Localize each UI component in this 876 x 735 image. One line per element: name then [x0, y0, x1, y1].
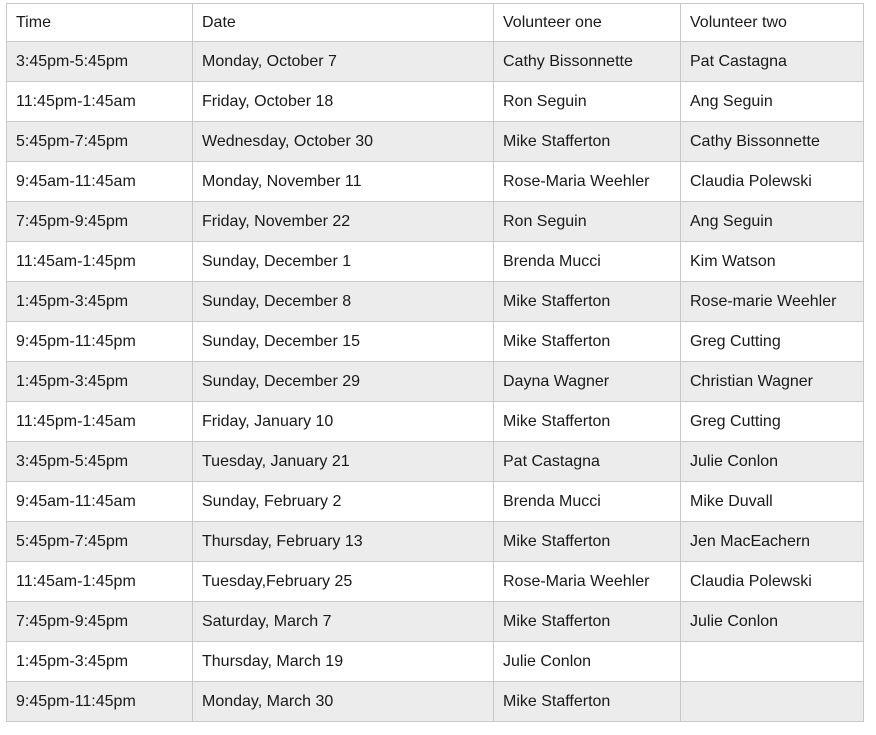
cell-volunteer-one: Cathy Bissonnette [494, 42, 681, 82]
table-row [7, 242, 864, 282]
cell-date: Saturday, March 7 [193, 602, 494, 642]
table-row [7, 42, 864, 82]
table-row [7, 162, 864, 202]
cell-volunteer-two: Rose-marie Weehler [681, 282, 864, 322]
cell-time: 9:45pm-11:45pm [7, 682, 193, 722]
volunteer-schedule-table [6, 3, 864, 722]
column-header-date: Date [193, 4, 494, 42]
cell-volunteer-one: Mike Stafferton [494, 122, 681, 162]
cell-date: Monday, November 11 [193, 162, 494, 202]
cell-time: 7:45pm-9:45pm [7, 202, 193, 242]
table-row [7, 642, 864, 682]
column-header-time: Time [7, 4, 193, 42]
cell-volunteer-two: Ang Seguin [681, 202, 864, 242]
cell-date: Monday, March 30 [193, 682, 494, 722]
cell-volunteer-two: Cathy Bissonnette [681, 122, 864, 162]
cell-date: Tuesday,February 25 [193, 562, 494, 602]
cell-volunteer-one: Mike Stafferton [494, 602, 681, 642]
cell-volunteer-two: Greg Cutting [681, 322, 864, 362]
table-row [7, 482, 864, 522]
cell-volunteer-one: Ron Seguin [494, 202, 681, 242]
cell-volunteer-one: Mike Stafferton [494, 282, 681, 322]
cell-volunteer-two [681, 642, 864, 682]
schedule-sheet [6, 3, 864, 722]
cell-time: 11:45am-1:45pm [7, 242, 193, 282]
cell-volunteer-two: Claudia Polewski [681, 562, 864, 602]
cell-time: 7:45pm-9:45pm [7, 602, 193, 642]
cell-volunteer-one: Brenda Mucci [494, 242, 681, 282]
table-row [7, 202, 864, 242]
cell-volunteer-one: Mike Stafferton [494, 522, 681, 562]
table-row [7, 442, 864, 482]
cell-volunteer-two: Claudia Polewski [681, 162, 864, 202]
cell-date: Wednesday, October 30 [193, 122, 494, 162]
cell-date: Sunday, December 29 [193, 362, 494, 402]
table-row [7, 562, 864, 602]
column-header-volunteer-one: Volunteer one [494, 4, 681, 42]
cell-date: Tuesday, January 21 [193, 442, 494, 482]
cell-time: 11:45am-1:45pm [7, 562, 193, 602]
cell-volunteer-one: Julie Conlon [494, 642, 681, 682]
table-row [7, 602, 864, 642]
cell-date: Friday, October 18 [193, 82, 494, 122]
cell-date: Sunday, December 1 [193, 242, 494, 282]
cell-time: 9:45am-11:45am [7, 162, 193, 202]
cell-volunteer-two [681, 682, 864, 722]
cell-date: Thursday, March 19 [193, 642, 494, 682]
cell-date: Friday, January 10 [193, 402, 494, 442]
cell-volunteer-one: Rose-Maria Weehler [494, 162, 681, 202]
cell-date: Sunday, December 8 [193, 282, 494, 322]
cell-date: Sunday, February 2 [193, 482, 494, 522]
cell-date: Thursday, February 13 [193, 522, 494, 562]
cell-time: 1:45pm-3:45pm [7, 642, 193, 682]
cell-volunteer-two: Julie Conlon [681, 442, 864, 482]
cell-volunteer-two: Pat Castagna [681, 42, 864, 82]
table-row [7, 682, 864, 722]
cell-volunteer-two: Christian Wagner [681, 362, 864, 402]
cell-volunteer-one: Dayna Wagner [494, 362, 681, 402]
column-header-volunteer-two: Volunteer two [681, 4, 864, 42]
cell-date: Sunday, December 15 [193, 322, 494, 362]
cell-time: 1:45pm-3:45pm [7, 362, 193, 402]
cell-volunteer-one: Mike Stafferton [494, 682, 681, 722]
header-row [7, 4, 864, 42]
cell-volunteer-one: Mike Stafferton [494, 322, 681, 362]
table-row [7, 362, 864, 402]
cell-time: 1:45pm-3:45pm [7, 282, 193, 322]
cell-volunteer-two: Kim Watson [681, 242, 864, 282]
cell-volunteer-two: Greg Cutting [681, 402, 864, 442]
table-row [7, 322, 864, 362]
cell-time: 3:45pm-5:45pm [7, 442, 193, 482]
cell-time: 5:45pm-7:45pm [7, 522, 193, 562]
cell-volunteer-one: Ron Seguin [494, 82, 681, 122]
table-row [7, 522, 864, 562]
cell-volunteer-one: Brenda Mucci [494, 482, 681, 522]
cell-time: 11:45pm-1:45am [7, 82, 193, 122]
cell-time: 3:45pm-5:45pm [7, 42, 193, 82]
cell-volunteer-two: Mike Duvall [681, 482, 864, 522]
cell-time: 11:45pm-1:45am [7, 402, 193, 442]
cell-time: 5:45pm-7:45pm [7, 122, 193, 162]
table-row [7, 402, 864, 442]
cell-volunteer-two: Jen MacEachern [681, 522, 864, 562]
table-row [7, 282, 864, 322]
cell-time: 9:45pm-11:45pm [7, 322, 193, 362]
cell-date: Friday, November 22 [193, 202, 494, 242]
table-row [7, 122, 864, 162]
cell-date: Monday, October 7 [193, 42, 494, 82]
table-row [7, 82, 864, 122]
cell-time: 9:45am-11:45am [7, 482, 193, 522]
cell-volunteer-one: Mike Stafferton [494, 402, 681, 442]
cell-volunteer-two: Julie Conlon [681, 602, 864, 642]
cell-volunteer-two: Ang Seguin [681, 82, 864, 122]
cell-volunteer-one: Pat Castagna [494, 442, 681, 482]
cell-volunteer-one: Rose-Maria Weehler [494, 562, 681, 602]
